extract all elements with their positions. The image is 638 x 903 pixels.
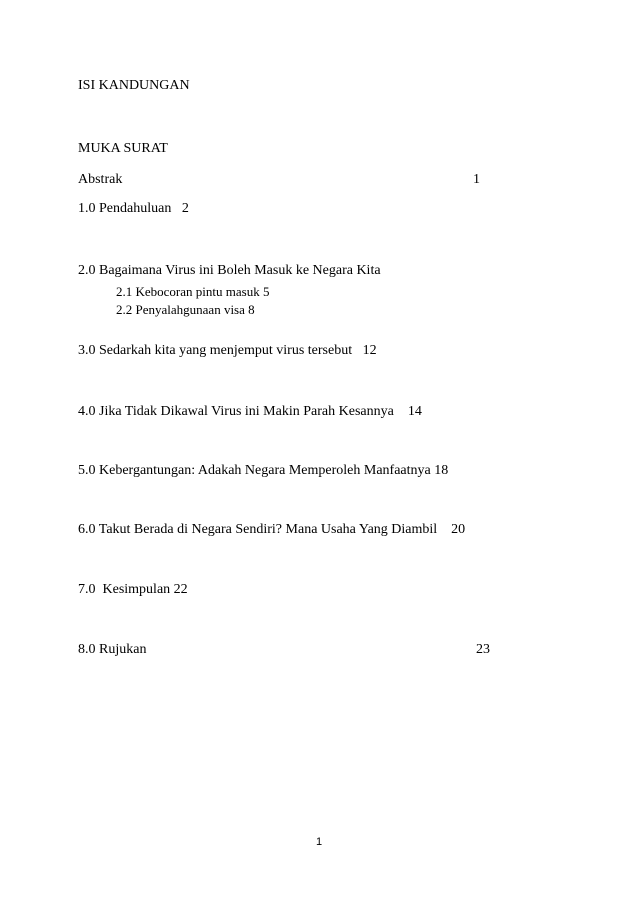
toc-entry-rujukan-page: 23 (476, 642, 490, 657)
toc-entry-bab3: 3.0 Sedarkah kita yang menjemput virus tersebut 12 (78, 343, 377, 358)
toc-entry-rujukan-label: 8.0 Rujukan (78, 642, 147, 657)
toc-subheading: MUKA SURAT (78, 141, 168, 156)
toc-entry-abstrak-label: Abstrak (78, 172, 123, 187)
toc-entry-pendahuluan: 1.0 Pendahuluan 2 (78, 201, 189, 216)
toc-entry-bab2-2: 2.2 Penyalahgunaan visa 8 (116, 302, 255, 317)
page-number: 1 (315, 836, 323, 848)
toc-entry-bab4: 4.0 Jika Tidak Dikawal Virus ini Makin Parah Kesannya 14 (78, 404, 422, 419)
toc-heading: ISI KANDUNGAN (78, 78, 190, 93)
toc-entry-bab2: 2.0 Bagaimana Virus ini Boleh Masuk ke Negara Kita (78, 263, 381, 278)
toc-entry-bab7: 7.0 Kesimpulan 22 (78, 582, 188, 597)
toc-entry-bab2-1: 2.1 Kebocoran pintu masuk 5 (116, 284, 270, 299)
toc-entry-bab5: 5.0 Kebergantungan: Adakah Negara Memperoleh Manfaatnya 18 (78, 463, 449, 478)
toc-entry-bab6: 6.0 Takut Berada di Negara Sendiri? Mana Usaha Yang Diambil 20 (78, 522, 466, 537)
toc-entry-abstrak-page: 1 (473, 172, 480, 187)
